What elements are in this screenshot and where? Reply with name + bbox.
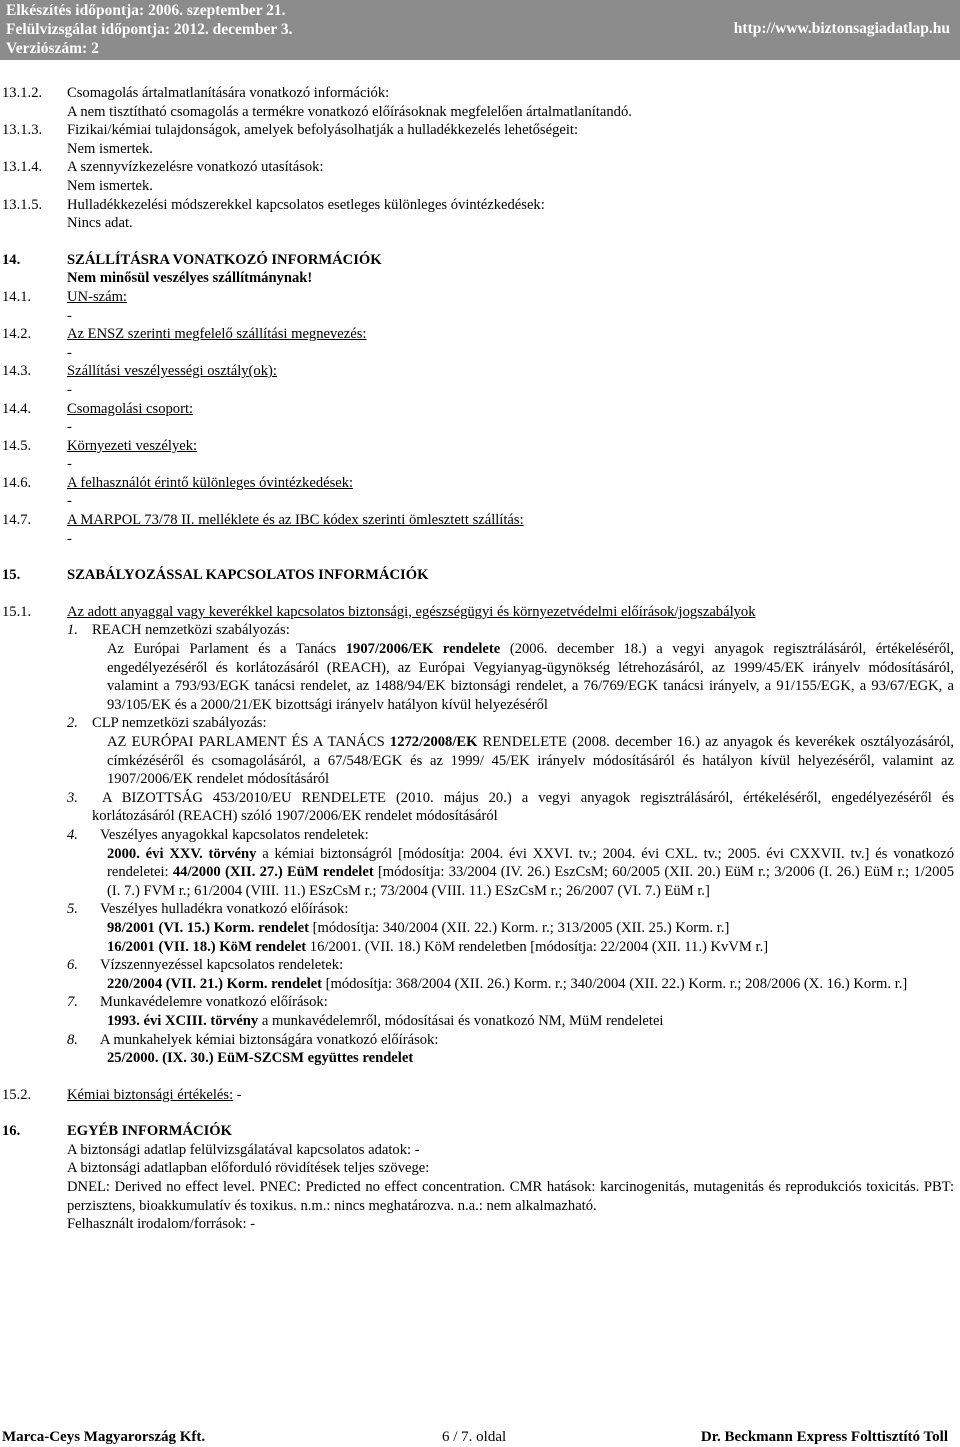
item-text: A nem tisztítható csomagolás a termékre vonatkozó előírásoknak megfelelően ártalmatlanítandó. bbox=[67, 103, 632, 120]
item-value: - bbox=[233, 1086, 242, 1103]
item-value: - bbox=[67, 493, 72, 510]
item-number: 13.1.2. bbox=[2, 85, 43, 101]
section-number: 14. bbox=[2, 251, 21, 268]
reg-item-6 bbox=[0, 956, 960, 975]
list-heading: Vízszennyezéssel kapcsolatos rendeletek: bbox=[100, 957, 344, 974]
list-heading: REACH nemzetközi szabályozás: bbox=[92, 622, 290, 639]
list-heading: CLP nemzetközi szabályozás: bbox=[92, 715, 267, 732]
list-heading: Veszélyes hulladékra vonatkozó előírások: bbox=[100, 901, 349, 918]
reg-item-2 bbox=[0, 714, 960, 733]
item-14-4 bbox=[0, 400, 960, 419]
item-14-2 bbox=[0, 325, 960, 344]
page-header bbox=[0, 0, 960, 60]
item-heading: A szennyvízkezelésre vonatkozó utasítások: bbox=[67, 159, 324, 176]
reg-item-5-text-b: 16/2001 (VII. 18.) KöM rendelet 16/2001. (VII. 18.) KöM rendeletben [módosítja: 22/2004 (XII. 11.) KvVM r.] bbox=[107, 938, 769, 955]
abbreviations-text: DNEL: Derived no effect level. PNEC: Predicted no effect concentration. CMR hatások: karcinogenitás, mutagenitás és reprodukciós toxicitás. PBT: perzisztens, bioakkumulatív és toxikus. n.m.: nincs meghatározva. n.a.: nem alkalmazható. bbox=[67, 1179, 954, 1214]
list-number: 5. bbox=[67, 901, 78, 918]
item-value: - bbox=[67, 381, 72, 398]
reg-item-6-text: 220/2004 (VII. 21.) Korm. rendelet [módosítja: 368/2004 (XII. 26.) Korm. r.; 340/2004 (XII. 22.) Korm. r.; 208/2006 (X. 16.) Korm. r.] bbox=[107, 975, 908, 992]
item-number: 14.4. bbox=[2, 400, 32, 417]
reg-item-8 bbox=[0, 1031, 960, 1050]
item-number: 14.7. bbox=[2, 512, 32, 529]
footer-page-number: 6 / 7. oldal bbox=[442, 1429, 507, 1445]
item-number: 14.2. bbox=[2, 326, 32, 343]
item-number: 13.1.4. bbox=[2, 159, 43, 176]
section-number: 15. bbox=[2, 567, 21, 584]
item-heading: Csomagolás ártalmatlanítására vonatkozó információk: bbox=[67, 85, 390, 101]
header-dates bbox=[6, 1, 292, 58]
item-label: A felhasználót érintő különleges óvintézkedések: bbox=[67, 474, 354, 491]
item-13-1-3 bbox=[0, 121, 960, 140]
list-heading: Munkavédelemre vonatkozó előírások: bbox=[100, 994, 328, 1011]
item-14-5 bbox=[0, 437, 960, 456]
reg-item-4-text: 2000. évi XXV. törvény a kémiai biztonságról [módosítja: 2004. évi XXVI. tv.; 2004. évi CXL. tv.; 2005. évi CXXVII. tv.] és vonatkozó rendeletei: 44/2000 (XII. 27.) EüM rendelet [módosítja: 33/2004 (IV. 26.) EszCsM; 60/2005 (XII. 20.) EüM r.; 3/2006 (I. 26.) EüM r.; 1/2005 (I. 7.) FVM r.; 61/2004 (VIII. 11.) ESzCsM r.; 73/2004 (VIII. 11.) ESzCsM r.; 26/2007 (VI. 7.) EüM r.] bbox=[107, 845, 955, 899]
created-date: Elkészítés időpontja: 2006. szeptember 21. bbox=[6, 2, 286, 19]
version-number: Verziószám: 2 bbox=[6, 40, 99, 57]
section-subtitle: Nem minősül veszélyes szállítmánynak! bbox=[67, 270, 313, 287]
reg-item-1 bbox=[0, 621, 960, 640]
paragraph: Felhasznált irodalom/források: - bbox=[67, 1216, 256, 1233]
revised-date: Felülvizsgálat időpontja: 2012. december 3. bbox=[6, 21, 293, 38]
list-number: 7. bbox=[67, 994, 78, 1011]
item-value: - bbox=[67, 344, 72, 361]
item-15-1 bbox=[0, 603, 960, 622]
item-label: Szállítási veszélyességi osztály(ok): bbox=[67, 363, 277, 380]
reg-item-8-text: 25/2000. (IX. 30.) EüM-SZCSM együttes rendelet bbox=[107, 1050, 414, 1067]
item-text: Nincs adat. bbox=[67, 215, 133, 232]
item-14-3 bbox=[0, 362, 960, 381]
section-title: EGYÉB INFORMÁCIÓK bbox=[67, 1123, 232, 1140]
reg-item-3 bbox=[0, 789, 960, 826]
item-number: 15.2. bbox=[2, 1086, 32, 1103]
item-value: - bbox=[67, 456, 72, 473]
list-number: 6. bbox=[67, 957, 78, 974]
item-number: 14.5. bbox=[2, 437, 32, 454]
item-number: 14.1. bbox=[2, 288, 32, 305]
section-title: SZABÁLYOZÁSSAL KAPCSOLATOS INFORMÁCIÓK bbox=[67, 567, 429, 584]
item-13-1-5 bbox=[0, 196, 960, 215]
item-label: A MARPOL 73/78 II. melléklete és az IBC kódex szerinti ömlesztett szállítás: bbox=[67, 512, 524, 529]
list-number: 2. bbox=[67, 715, 78, 732]
item-value: - bbox=[67, 530, 72, 547]
item-13-1-4 bbox=[0, 158, 960, 177]
item-label: UN-szám: bbox=[67, 288, 127, 305]
item-label: Környezeti veszélyek: bbox=[67, 437, 198, 454]
item-label: Csomagolási csoport: bbox=[67, 400, 194, 417]
list-number: 4. bbox=[67, 826, 78, 843]
item-label: Kémiai biztonsági értékelés: bbox=[67, 1086, 234, 1103]
list-heading: Veszélyes anyagokkal kapcsolatos rendeletek: bbox=[100, 826, 369, 843]
item-value: - bbox=[67, 419, 72, 436]
section-14-heading bbox=[0, 251, 960, 270]
reg-item-4 bbox=[0, 826, 960, 845]
item-heading: Hulladékkezelési módszerekkel kapcsolatos esetleges különleges óvintézkedések: bbox=[67, 196, 545, 213]
item-number: 13.1.5. bbox=[2, 196, 43, 213]
list-number: 3. bbox=[67, 789, 78, 806]
section-number: 16. bbox=[2, 1123, 21, 1140]
item-heading: Fizikai/kémiai tulajdonságok, amelyek befolyásolhatják a hulladékkezelés lehetőségeit: bbox=[67, 122, 579, 139]
paragraph: A biztonsági adatlapban előforduló rövidítések teljes szövege: bbox=[67, 1160, 430, 1177]
item-number: 14.3. bbox=[2, 363, 32, 380]
paragraph: A biztonsági adatlap felülvizsgálatával kapcsolatos adatok: - bbox=[67, 1141, 420, 1158]
item-value: - bbox=[67, 307, 72, 324]
reg-item-5 bbox=[0, 900, 960, 919]
list-text: A BIZOTTSÁG 453/2010/EU RENDELETE (2010. május 20.) a vegyi anyagok regisztrálásáról, értékeléséről, engedélyezéséről és korlátozásáról (REACH) szóló 1907/2006/EK rendelet módosításáról bbox=[92, 789, 954, 825]
section-15-heading bbox=[0, 566, 960, 585]
header-url-link[interactable]: http://www.biztonsagiadatlap.hu bbox=[733, 20, 950, 37]
item-14-7 bbox=[0, 511, 960, 530]
item-14-6 bbox=[0, 474, 960, 493]
footer-company: Marca-Ceys Magyarország Kft. bbox=[2, 1429, 206, 1445]
item-number: 15.1. bbox=[2, 603, 32, 620]
reg-item-7-text: 1993. évi XCIII. törvény a munkavédelemről, módosításai és vonatkozó NM, MüM rendeletei bbox=[107, 1012, 664, 1029]
footer-product: Dr. Beckmann Express Folttisztító Toll bbox=[700, 1429, 948, 1445]
list-heading: A munkahelyek kémiai biztonságára vonatkozó előírások: bbox=[100, 1031, 439, 1048]
item-heading: Az adott anyaggal vagy keverékkel kapcsolatos biztonsági, egészségügyi és környezetvédelmi előírások/jogszabályok bbox=[67, 603, 756, 620]
reg-item-5-text-a: 98/2001 (VI. 15.) Korm. rendelet [módosítja: 340/2004 (XII. 22.) Korm. r.; 313/2005 (XII. 25.) Korm. r.] bbox=[107, 919, 730, 936]
item-label: Az ENSZ szerinti megfelelő szállítási megnevezés: bbox=[67, 326, 367, 343]
reg-item-7 bbox=[0, 993, 960, 1012]
item-text: Nem ismertek. bbox=[67, 177, 153, 194]
section-title: SZÁLLÍTÁSRA VONATKOZÓ INFORMÁCIÓK bbox=[67, 251, 382, 268]
reg-item-1-text: Az Európai Parlament és a Tanács 1907/2006/EK rendelete (2006. december 18.) a vegyi anyagok regisztrálásáról, értékeléséről, engedélyezéséről és korlátozásáról (REACH), az Európai Vegyianyag-ügynökség létrehozásáról, az 1999/45/EK irányelv módosításáról, valamint a 793/93/EGK tanácsi rendelet, az 1488/94/EK biztonsági rendelet, a 76/769/EGK tanácsi irányelv, a 91/155/EGK, a 93/67/EGK, a 93/105/EK és a 2000/21/EK bizottsági irányelv hatályon kívül helyezéséről bbox=[107, 641, 954, 713]
item-text: Nem ismertek. bbox=[67, 140, 153, 157]
item-number: 13.1.3. bbox=[2, 122, 43, 139]
item-15-2 bbox=[0, 1086, 960, 1105]
item-number: 14.6. bbox=[2, 474, 32, 491]
item-13-1-2 bbox=[0, 84, 960, 103]
list-number: 1. bbox=[67, 622, 78, 639]
section-16-heading bbox=[0, 1122, 960, 1141]
reg-item-2-text: AZ EURÓPAI PARLAMENT ÉS A TANÁCS 1272/2008/EK RENDELETE (2008. december 16.) az anyagok és keverékek osztályozásáról, címkézéséről és csomagolásáról, a 67/548/EGK és az 1999/ 45/EK irányelv módosításáról és hatályon kívül helyezéséről, valamint az 1907/2006/EK rendelet módosításáról bbox=[107, 734, 954, 788]
document-body bbox=[0, 84, 960, 1234]
list-number: 8. bbox=[67, 1031, 78, 1048]
item-14-1 bbox=[0, 288, 960, 307]
